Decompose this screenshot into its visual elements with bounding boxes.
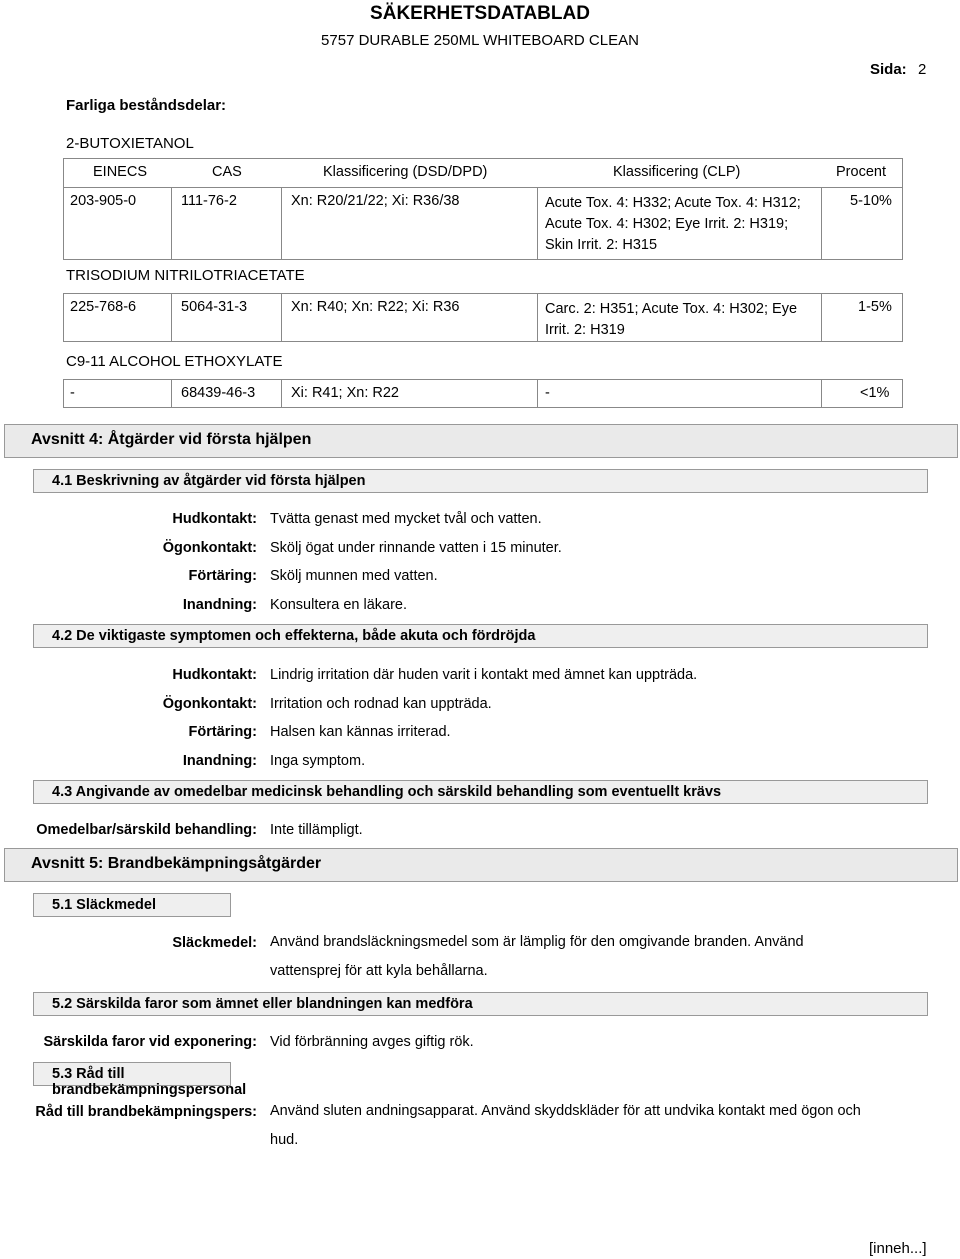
- percent-cell: 1-5%: [858, 299, 892, 315]
- column-header-dsd: Klassificering (DSD/DPD): [323, 164, 488, 180]
- subsection-4-1-title: 4.1 Beskrivning av åtgärder vid första hjälpen: [52, 473, 366, 489]
- subsection-5-1-title: 5.1 Släckmedel: [52, 897, 156, 913]
- clp-cell: -: [545, 385, 550, 401]
- firefighter-advice-value: Använd sluten andningsapparat. Använd skyddskläder för att undvika kontakt med ögon och hud.: [270, 1103, 861, 1148]
- substance-name: TRISODIUM NITRILOTRIACETATE: [66, 267, 305, 284]
- einecs-cell: 203-905-0: [70, 193, 137, 209]
- subsection-4-1-heading: [33, 469, 928, 493]
- column-header-einecs: EINECS: [93, 164, 147, 180]
- skin-contact-value: Tvätta genast med mycket tvål och vatten.: [270, 511, 542, 527]
- skin-contact-label: Hudkontakt:: [172, 667, 257, 683]
- special-hazards-value: Vid förbränning avges giftig rök.: [270, 1034, 474, 1050]
- column-header-cas: CAS: [212, 164, 242, 180]
- column-header-clp: Klassificering (CLP): [613, 164, 741, 180]
- extinguishing-media-value: Använd brandsläckningsmedel som är lämplig för den omgivande branden. Använd vattensprej för att kyla behållarna.: [270, 934, 804, 979]
- subsection-4-2-heading: [33, 624, 928, 648]
- dsd-cell: Xi: R41; Xn: R22: [291, 385, 399, 401]
- continued-marker: [inneh...]: [869, 1240, 927, 1257]
- ingestion-label: Förtäring:: [188, 568, 257, 584]
- ingestion-label: Förtäring:: [188, 724, 257, 740]
- clp-cell: Carc. 2: H351; Acute Tox. 4: H302; Eye Irrit. 2: H319: [545, 301, 798, 338]
- table-row: [63, 379, 903, 408]
- section-5-heading: [4, 848, 958, 882]
- subsection-5-3-heading: [33, 1062, 247, 1098]
- subsection-5-2-heading: [33, 992, 928, 1016]
- percent-cell: 5-10%: [850, 193, 892, 209]
- cas-cell: 68439-46-3: [181, 385, 256, 401]
- ingestion-value: Skölj munnen med vatten.: [270, 568, 438, 584]
- section-5-title: Avsnitt 5: Brandbekämpningsåtgärder: [31, 855, 322, 872]
- subsection-4-3-title: 4.3 Angivande av omedelbar medicinsk behandling och särskild behandling som eventuellt krävs: [52, 784, 722, 800]
- table-header: [63, 158, 903, 188]
- special-hazards-label: Särskilda faror vid exponering:: [43, 1034, 257, 1050]
- inhalation-label: Inandning:: [182, 597, 257, 613]
- subsection-5-2-title: 5.2 Särskilda faror som ämnet eller blandningen kan medföra: [52, 996, 473, 1012]
- skin-contact-value: Lindrig irritation där huden varit i kontakt med ämnet kan uppträda.: [270, 667, 698, 683]
- subsection-4-2-title: 4.2 De viktigaste symptomen och effekterna, både akuta och fördröjda: [52, 628, 536, 644]
- page-label: Sida:: [870, 61, 907, 78]
- subsection-5-3-title: 5.3 Råd till brandbekämpningspersonal: [52, 1066, 247, 1098]
- clp-cell: Acute Tox. 4: H332; Acute Tox. 4: H312; Acute Tox. 4: H302; Eye Irrit. 2: H319; Skin Irrit. 2: H315: [545, 195, 801, 253]
- document-title: SÄKERHETSDATABLAD: [370, 3, 590, 24]
- einecs-cell: -: [70, 385, 75, 401]
- table-row: [63, 187, 903, 260]
- immediate-treatment-value: Inte tillämpligt.: [270, 822, 363, 838]
- immediate-treatment-label: Omedelbar/särskild behandling:: [36, 822, 257, 838]
- table-row: [63, 293, 903, 342]
- hazardous-components-heading: Farliga beståndsdelar:: [66, 97, 227, 114]
- eye-contact-label: Ögonkontakt:: [162, 696, 257, 712]
- inhalation-value: Konsultera en läkare.: [270, 597, 408, 613]
- substance-name: 2-BUTOXIETANOL: [66, 135, 194, 152]
- eye-contact-label: Ögonkontakt:: [162, 540, 257, 556]
- subsection-5-1-heading: [33, 893, 231, 917]
- product-name: 5757 DURABLE 250ML WHITEBOARD CLEAN: [321, 32, 639, 49]
- dsd-cell: Xn: R20/21/22; Xi: R36/38: [291, 193, 460, 209]
- cas-cell: 111-76-2: [181, 193, 237, 209]
- substance-name: C9-11 ALCOHOL ETHOXYLATE: [66, 353, 283, 370]
- section-4-title: Avsnitt 4: Åtgärder vid första hjälpen: [31, 431, 312, 448]
- eye-contact-value: Skölj ögat under rinnande vatten i 15 minuter.: [270, 540, 562, 556]
- eye-contact-value: Irritation och rodnad kan uppträda.: [270, 696, 492, 712]
- ingestion-value: Halsen kan kännas irriterad.: [270, 724, 451, 740]
- subsection-4-3-heading: [33, 780, 928, 804]
- column-header-percent: Procent: [836, 164, 886, 180]
- dsd-cell: Xn: R40; Xn: R22; Xi: R36: [291, 299, 460, 315]
- skin-contact-label: Hudkontakt:: [172, 511, 257, 527]
- firefighter-advice-label: Råd till brandbekämpningspers:: [35, 1104, 257, 1120]
- extinguishing-media-label: Släckmedel:: [172, 935, 257, 951]
- einecs-cell: 225-768-6: [70, 299, 137, 315]
- cas-cell: 5064-31-3: [181, 299, 248, 315]
- section-4-heading: [4, 424, 958, 458]
- inhalation-value: Inga symptom.: [270, 753, 366, 769]
- percent-cell: <1%: [860, 385, 890, 401]
- page-number: 2: [918, 61, 927, 78]
- inhalation-label: Inandning:: [182, 753, 257, 769]
